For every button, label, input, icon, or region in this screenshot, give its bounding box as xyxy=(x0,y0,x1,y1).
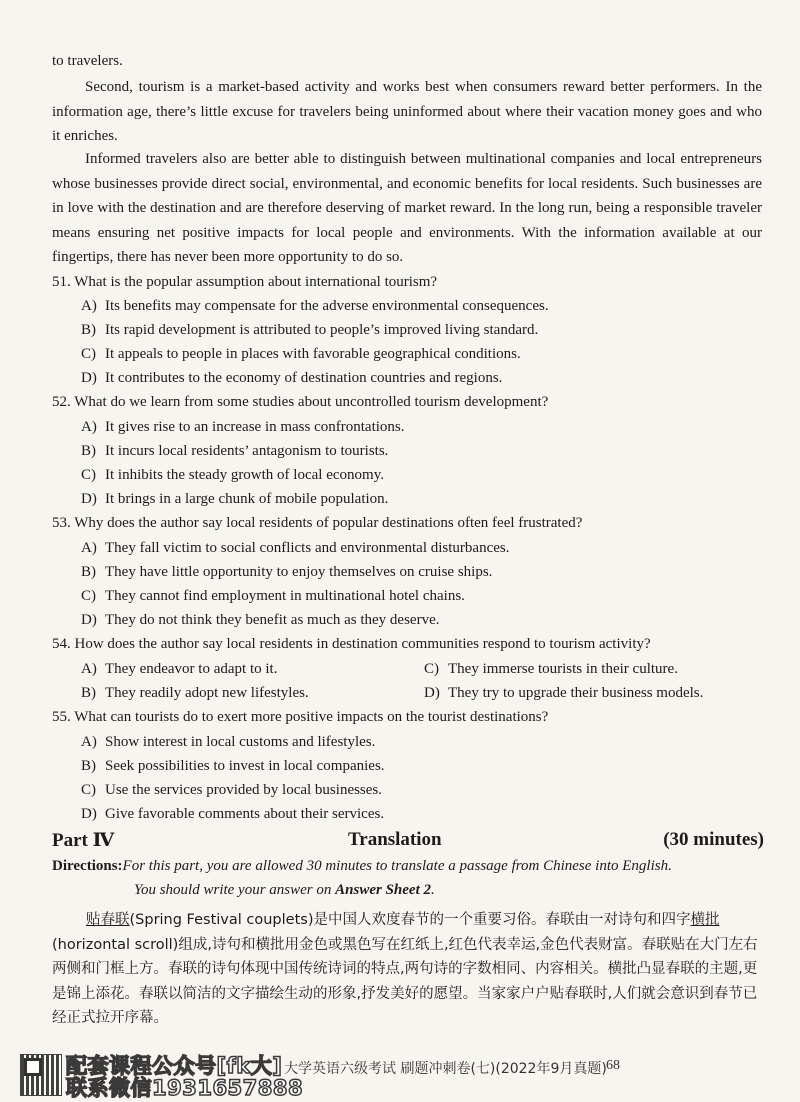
part-heading xyxy=(52,829,764,855)
answer-option[interactable]: C) They cannot find employment in multinational hotel chains. xyxy=(81,588,465,604)
part-label: Part Ⅳ xyxy=(52,830,115,851)
answer-option[interactable]: C) Use the services provided by local businesses. xyxy=(81,782,383,798)
chinese-term: 贴春联 xyxy=(86,912,130,928)
answer-option[interactable]: A) They fall victim to social conflicts and environmental disturbances. xyxy=(81,540,510,556)
part-time: (30 minutes) xyxy=(663,829,764,850)
page-number: 68 xyxy=(606,1058,620,1073)
answer-option[interactable]: C) It appeals to people in places with favorable geographical conditions. xyxy=(81,346,521,362)
chinese-passage: 贴春联(Spring Festival couplets)是中国人欢度春节的一个重要习俗。春联由一对诗句和四字横批(horizontal scroll)组成,诗句和横批用金色或黑色写在红纸上,红色代表幸运,金色代表财富。春联贴在大门左右两侧和门框上方。春联的诗句体现中国传统诗词的特点,两句诗的字数相同、内容相关。横批凸显春联的主题,更是锦上添花。春联以简洁的文字描绘生动的形象,抒发美好的愿望。当家家户户贴春联时,人们就会意识到春节已经正式拉开序幕。 xyxy=(52,912,758,1026)
answer-option[interactable]: D) It contributes to the economy of destination countries and regions. xyxy=(81,370,503,386)
page-footer xyxy=(66,1054,766,1100)
directions-line: You should write your answer on Answer Sheet 2. xyxy=(134,882,435,898)
answer-option[interactable]: B) Seek possibilities to invest in local companies. xyxy=(81,758,385,774)
answer-option[interactable]: A) They endeavor to adapt to it. xyxy=(81,661,278,677)
answer-option[interactable]: A) Show interest in local customs and lifestyles. xyxy=(81,734,376,750)
chinese-term: 横批 xyxy=(690,912,720,928)
question-stem: 52. What do we learn from some studies about uncontrolled tourism development? xyxy=(52,394,549,410)
answer-option[interactable]: B) It incurs local residents’ antagonism to tourists. xyxy=(81,443,389,459)
answer-option[interactable]: D) They do not think they benefit as much as they deserve. xyxy=(81,612,440,628)
book-title: 大学英语六级考试 刷题冲刺卷(七)(2022年9月真题) xyxy=(284,1061,607,1077)
answer-option[interactable]: B) They have little opportunity to enjoy themselves on cruise ships. xyxy=(81,564,493,580)
directions-line: Directions:For this part, you are allowed 30 minutes to translate a passage from Chinese into English. xyxy=(52,858,672,874)
answer-option[interactable]: B) They readily adopt new lifestyles. xyxy=(81,685,309,701)
question-stem: 55. What can tourists do to exert more positive impacts on the tourist destinations? xyxy=(52,709,549,725)
part-title: Translation xyxy=(348,829,442,850)
passage-line: to travelers. xyxy=(52,53,123,69)
question-stem: 51. What is the popular assumption about international tourism? xyxy=(52,274,438,290)
answer-option[interactable]: A) It gives rise to an increase in mass confrontations. xyxy=(81,419,405,435)
passage-paragraph: Second, tourism is a market-based activity and works best when consumers reward better performers. In the information age, there’s little excuse for travelers being uninformed about where their vacation money goes and who it enriches. xyxy=(52,79,762,144)
answer-option[interactable]: B) Its rapid development is attributed to people’s improved living standard. xyxy=(81,322,539,338)
answer-option[interactable]: D) Give favorable comments about their services. xyxy=(81,806,385,822)
directions-label: Directions: xyxy=(52,858,123,874)
qr-code-icon xyxy=(20,1054,62,1096)
answer-option[interactable]: D) They try to upgrade their business models. xyxy=(424,685,704,701)
question-stem: 53. Why does the author say local residents of popular destinations often feel frustrated? xyxy=(52,515,583,531)
answer-option[interactable]: A) Its benefits may compensate for the adverse environmental consequences. xyxy=(81,298,549,314)
answer-option[interactable]: C) They immerse tourists in their culture. xyxy=(424,661,678,677)
answer-option[interactable]: D) It brings in a large chunk of mobile population. xyxy=(81,491,389,507)
watermark-text: 联系微信1931657888 xyxy=(66,1076,304,1100)
question-stem: 54. How does the author say local residents in destination communities respond to tourism activity? xyxy=(52,636,651,652)
watermark-text: 配套课程公众号[fk大] xyxy=(66,1054,283,1078)
answer-option[interactable]: C) It inhibits the steady growth of local economy. xyxy=(81,467,384,483)
passage-paragraph: Informed travelers also are better able to distinguish between multinational companies and local entrepreneurs whose businesses provide direct social, environmental, and economic benefits for local residents. Such businesses are in love with the destination and are therefore deserving of market reward. In the long run, being a responsible traveler means ensuring net positive impacts for local people and environments. With the information available at our fingertips, there has never been more opportunity to do so. xyxy=(52,151,762,265)
